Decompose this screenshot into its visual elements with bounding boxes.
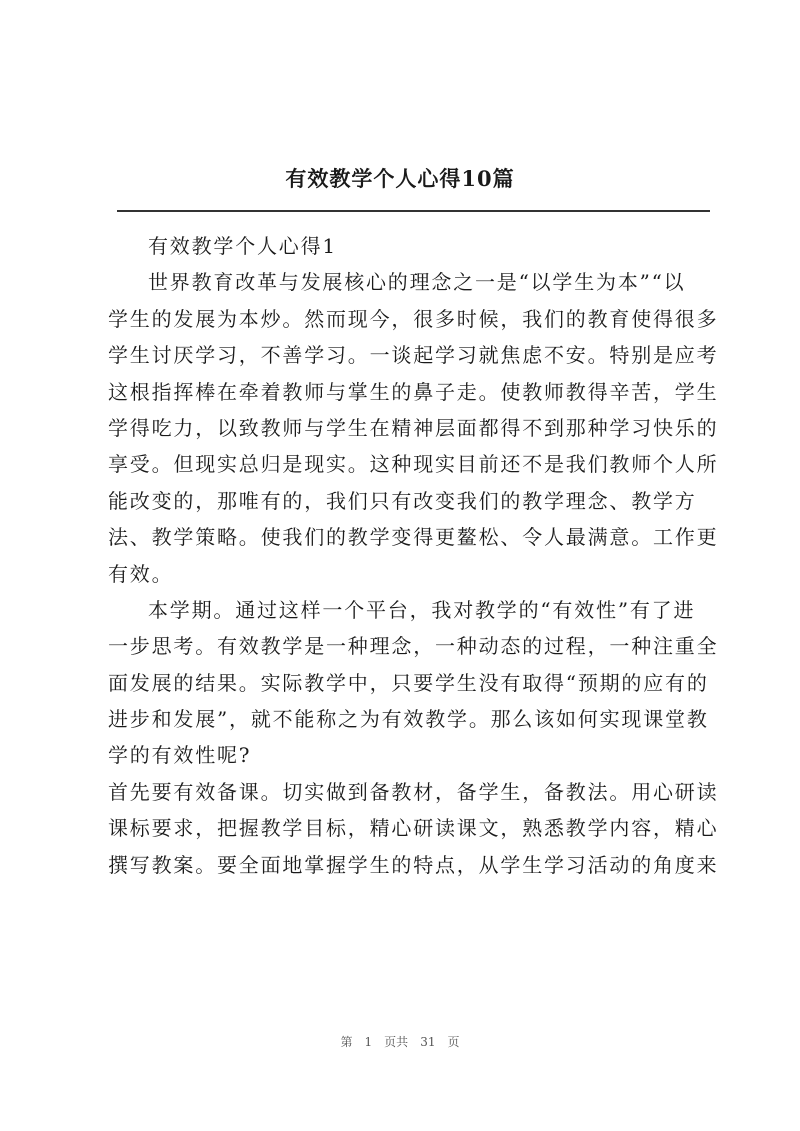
paragraph-line: 这根指挥棒在牵着教师与掌生的鼻子走。使教师教得辛苦，学生 (108, 379, 719, 404)
paragraph-line: 享受。但现实总归是现实。这种现实目前还不是我们教师个人所 (108, 452, 719, 477)
paragraph-line: 本学期。通过这样一个平台，我对教学的“有效性”有了进 (148, 597, 696, 622)
paragraph-line: 撰写教案。要全面地掌握学生的特点，从学生学习活动的角度来 (108, 852, 719, 877)
title-divider (117, 210, 710, 212)
page-total: 31 (420, 1035, 436, 1049)
paragraph-line: 世界教育改革与发展核心的理念之一是“以学生为本”“以 (148, 270, 686, 295)
paragraph-line: 学的有效性呢? (108, 743, 252, 768)
page-label-suffix: 页 (447, 1035, 460, 1049)
paragraph-line: 一步思考。有效教学是一种理念，一种动态的过程，一种注重全 (108, 634, 719, 659)
paragraph-line: 学生讨厌学习，不善学习。一谈起学习就焦虑不安。特别是应考 (108, 343, 719, 368)
paragraph-line: 进步和发展”，就不能称之为有效教学。那么该如何实现课堂教 (108, 707, 709, 732)
page-number: 1 (364, 1035, 373, 1049)
paragraph-line: 学得吃力，以致教师与学生在精神层面都得不到那种学习快乐的 (108, 415, 719, 440)
paragraph-line: 课标要求，把握教学目标，精心研读课文，熟悉教学内容，精心 (108, 816, 719, 841)
page-footer (0, 1033, 800, 1050)
document-body (108, 228, 719, 883)
page-label-mid: 页共 (384, 1035, 409, 1049)
document-title: 有效教学个人心得10篇 (285, 166, 515, 191)
paragraph-line: 能改变的，那唯有的，我们只有改变我们的教学理念、教学方 (108, 488, 697, 513)
page-label-prefix: 第 (340, 1035, 353, 1049)
paragraph-line: 法、教学策略。使我们的教学变得更鳌松、令人最满意。工作更 (108, 525, 719, 550)
section-heading: 有效教学个人心得1 (148, 234, 337, 258)
paragraph-line: 学生的发展为本炒。然而现今，很多时候，我们的教育使得很多 (108, 306, 719, 331)
paragraph-line: 面发展的结果。实际教学中，只要学生没有取得“预期的应有的 (108, 670, 709, 695)
paragraph-line: 有效。 (108, 561, 174, 586)
paragraph-line: 首先要有效备课。切实做到备教材，备学生，备教法。用心研读 (108, 779, 719, 804)
